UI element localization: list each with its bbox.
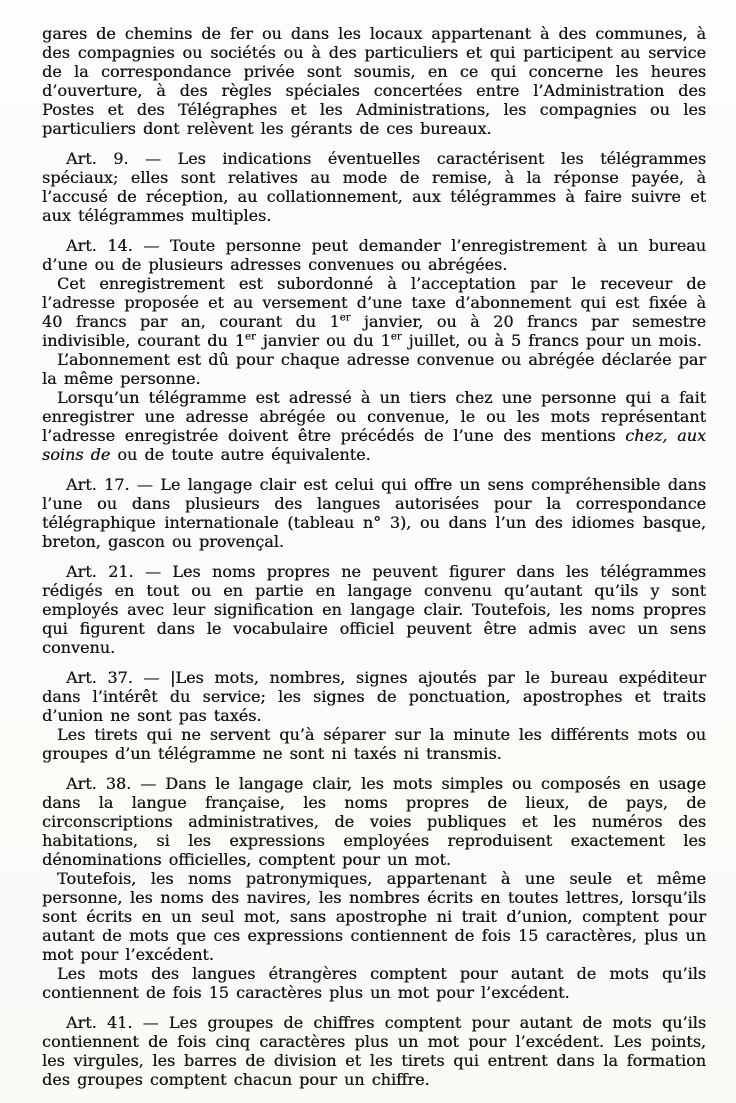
ordinal-superscript: er [390,331,402,343]
article-38-alinea-3 [42,964,706,1002]
article-14-alinea-3 [42,350,706,388]
text-run: Les mots des langues étrangères comptent pour autant de mots qu’ils contiennent de fois 15 caractères plus un mot pour l’excédent. [42,964,706,1002]
text-run: Cet enregistrement est subordonné à l’acceptation par le receveur de l’adresse proposée et au versement d’une taxe d’abonnement qui est fixée à 40 francs par an, courant du 1 [42,274,706,331]
text-run: Art. 9. — Les indications éventuelles caractérisent les télégrammes spéciaux; elles sont relatives au mode de remise, à la réponse payée, à l’accusé de réception, au collationnement, aux télégrammes à faire suivre et aux télégrammes multiples. [42,149,706,225]
text-run: Art. 41. — Les groupes de chiffres comptent pour autant de mots qu’ils contiennent de fois cinq caractères plus un mot pour l’excédent. Les points, les virgules, les barres de division et les tirets qui entrent dans la formation des groupes comptent chacun pour un chiffre. [42,1013,706,1089]
text-run: Art. 14. — Toute personne peut demander l’enregistrement à un bureau d’une ou de plusieurs adresses convenues ou abrégées. [42,236,706,274]
article-17 [42,475,706,551]
text-run: janvier, ou à 20 francs par semestre indivisible, courant du 1 [42,312,706,350]
article-41 [42,1013,706,1089]
article-9 [42,149,706,225]
text-run: L’abonnement est dû pour chaque adresse convenue ou abrégée déclarée par la même personne. [42,350,706,388]
text-run: Les tirets qui ne servent qu’à séparer sur la minute les différents mots ou groupes d’un télégramme ne sont ni taxés ni transmis. [42,725,706,763]
continuation-from-previous-page [42,24,706,138]
article-21 [42,562,706,657]
article-38-alinea-2 [42,869,706,964]
text-run: Lorsqu’un télégramme est adressé à un tiers chez une personne qui a fait enregistrer une adresse abrégée ou convenue, le ou les mots représentant l’adresse enregistrée doivent être précédés de l’une des mentions [42,388,706,445]
ordinal-superscript: er [339,312,351,324]
text-run: juillet, ou à 5 francs pour un mois. [401,331,702,350]
article-37 [42,668,706,725]
text-run: Toutefois, les noms patronymiques, appartenant à une seule et même personne, les noms des navires, les nombres écrits en toutes lettres, lorsqu’ils sont écrits en un seul mot, sans apostrophe ni trait d’union, comptent pour autant de mots que ces expressions contiennent de fois 15 caractères, plus un mot pour l’excédent. [42,869,706,964]
article-14-alinea-4 [42,388,706,464]
article-38 [42,774,706,869]
text-run: Art. 37. — |Les mots, nombres, signes ajoutés par le bureau expéditeur dans l’intérêt du service; les signes de ponctuation, apostrophes et traits d’union ne sont pas taxés. [42,668,706,725]
article-14-alinea-2 [42,274,706,350]
article-37-alinea-2 [42,725,706,763]
text-run: gares de chemins de fer ou dans les locaux appartenant à des communes, à des compagnies ou sociétés ou à des particuliers et qui participent au service de la correspondance privée sont soumis, en ce qui concerne les heures d’ouverture, à des règles spéciales concertées entre l’Administration des Postes et des Télégraphes et les Administrations, les compagnies ou les particuliers dont relèvent les gérants de ces bureaux. [42,24,706,138]
article-14 [42,236,706,274]
text-run: janvier ou du 1 [255,331,391,350]
text-run: Art. 38. — Dans le langage clair, les mots simples ou composés en usage dans la langue française, les noms propres de lieux, de pays, de circonscriptions administratives, de voies publiques et les numéros des habitations, si les expressions employées reproduisent exactement les dénominations officielles, comptent pour un mot. [42,774,706,869]
italic-text-run: chez, aux soins de [42,426,706,464]
text-run: Art. 17. — Le langage clair est celui qui offre un sens compréhensible dans l’une ou dans plusieurs des langues autorisées pour la correspondance télégraphique internationale (tableau n° 3), ou dans l’un des idiomes basque, breton, gascon ou provençal. [42,475,706,551]
ordinal-superscript: er [244,331,256,343]
text-run: ou de toute autre équivalente. [110,445,371,464]
text-run: Art. 21. — Les noms propres ne peuvent figurer dans les télégrammes rédigés en tout ou en partie en langage convenu qu’autant qu’ils y sont employés avec leur signification en langage clair. Toutefois, les noms propres qui figurent dans le vocabulaire officiel peuvent être admis avec un sens convenu. [42,562,706,657]
